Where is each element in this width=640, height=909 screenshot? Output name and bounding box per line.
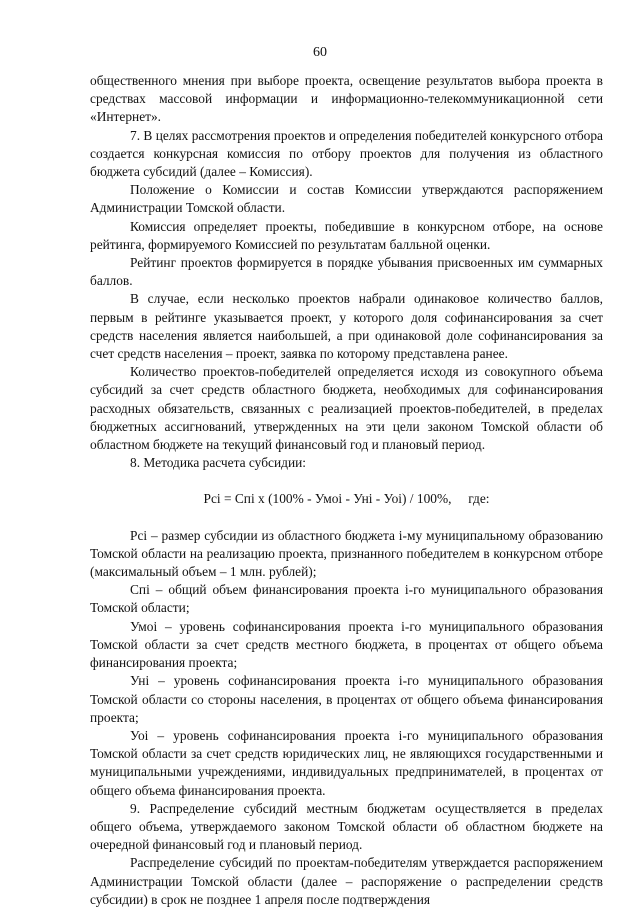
paragraph-item-9: 9. Распределение субсидий местным бюджетам осуществляется в пределах общего объема, утверждаемого законом Томской области об областном бюджете на очередной финансовый год и плановый период. xyxy=(90,800,603,853)
paragraph-item-8: 8. Методика расчета субсидии: xyxy=(130,455,306,471)
paragraph-winners-count: Количество проектов-победителей определяется исходя из совокупного объема субсидий за счет средств областного бюджета, необходимых для софинансирования расходных обязательств, связанных с реализацией проектов-победителей, в пределах бюджетных ассигнований, утвержденных на эти цели законом Томской области об областном бюджете на текущий финансовый год и плановый период. xyxy=(90,364,603,453)
paragraph-equal-scores: В случае, если несколько проектов набрали одинаковое количество баллов, первым в рейтинге указывается проект, у которого доля софинансирования за счет средств населения является наибольшей, а при одинаковой доле софинансирования за счет средств населения – проект, заявка по которому представлена ранее. xyxy=(90,291,603,362)
paragraph-commission-statute: Положение о Комиссии и состав Комиссии утверждаются распоряжением Администрации Томской области. xyxy=(90,182,603,216)
definition-uoi: Уоi – уровень софинансирования проекта i-го муниципального образования Томской области за счет средств юридических лиц, не являющихся государственными и муниципальными учреждениями, индивидуальных предпринимателей, в процентах от общего объема финансирования проекта. xyxy=(90,727,603,798)
document-body xyxy=(90,72,603,909)
definition-spi: Спi – общий объем финансирования проекта i-го муниципального образования Томской области; xyxy=(90,582,603,616)
paragraph-continuation: общественного мнения при выборе проекта, освещение результатов выбора проекта в средствах массовой информации и информационно-телекоммуникационной сети «Интернет». xyxy=(90,73,603,125)
subsidy-formula: Рсi = Спi x (100% - Умоi - Унi - Уоi) / 100%, где: xyxy=(203,491,490,507)
page-number: 60 xyxy=(313,45,327,60)
paragraph-distribution: Распределение субсидий по проектам-победителям утверждается распоряжением Администрации Томской области (далее – распоряжение о распределении средств субсидии) в срок не позднее 1 апреля после подтверждения xyxy=(90,855,603,907)
definition-umoi: Умоi – уровень софинансирования проекта i-го муниципального образования Томской области за счет средств местного бюджета, в процентах от общего объема финансирования проекта; xyxy=(90,618,603,671)
definition-rsi: Рсi – размер субсидии из областного бюджета i-му муниципальному образованию Томской области на реализацию проекта, признанного победителем в конкурсном отборе (максимальный объем – 1 млн. рублей); xyxy=(90,527,603,580)
paragraph-item-7: 7. В целях рассмотрения проектов и определения победителей конкурсного отбора создается конкурсная комиссия по отбору проектов для получения из областного бюджета субсидий (далее – Комиссия). xyxy=(90,127,603,180)
paragraph-rating-order: Рейтинг проектов формируется в порядке убывания присвоенных им суммарных баллов. xyxy=(90,255,603,289)
paragraph-commission-rating: Комиссия определяет проекты, победившие в конкурсном отборе, на основе рейтинга, формируемого Комиссией по результатам балльной оценки. xyxy=(90,218,603,252)
definition-uni: Унi – уровень софинансирования проекта i-го муниципального образования Томской области со стороны населения, в процентах от общего объема финансирования проекта; xyxy=(90,673,603,725)
